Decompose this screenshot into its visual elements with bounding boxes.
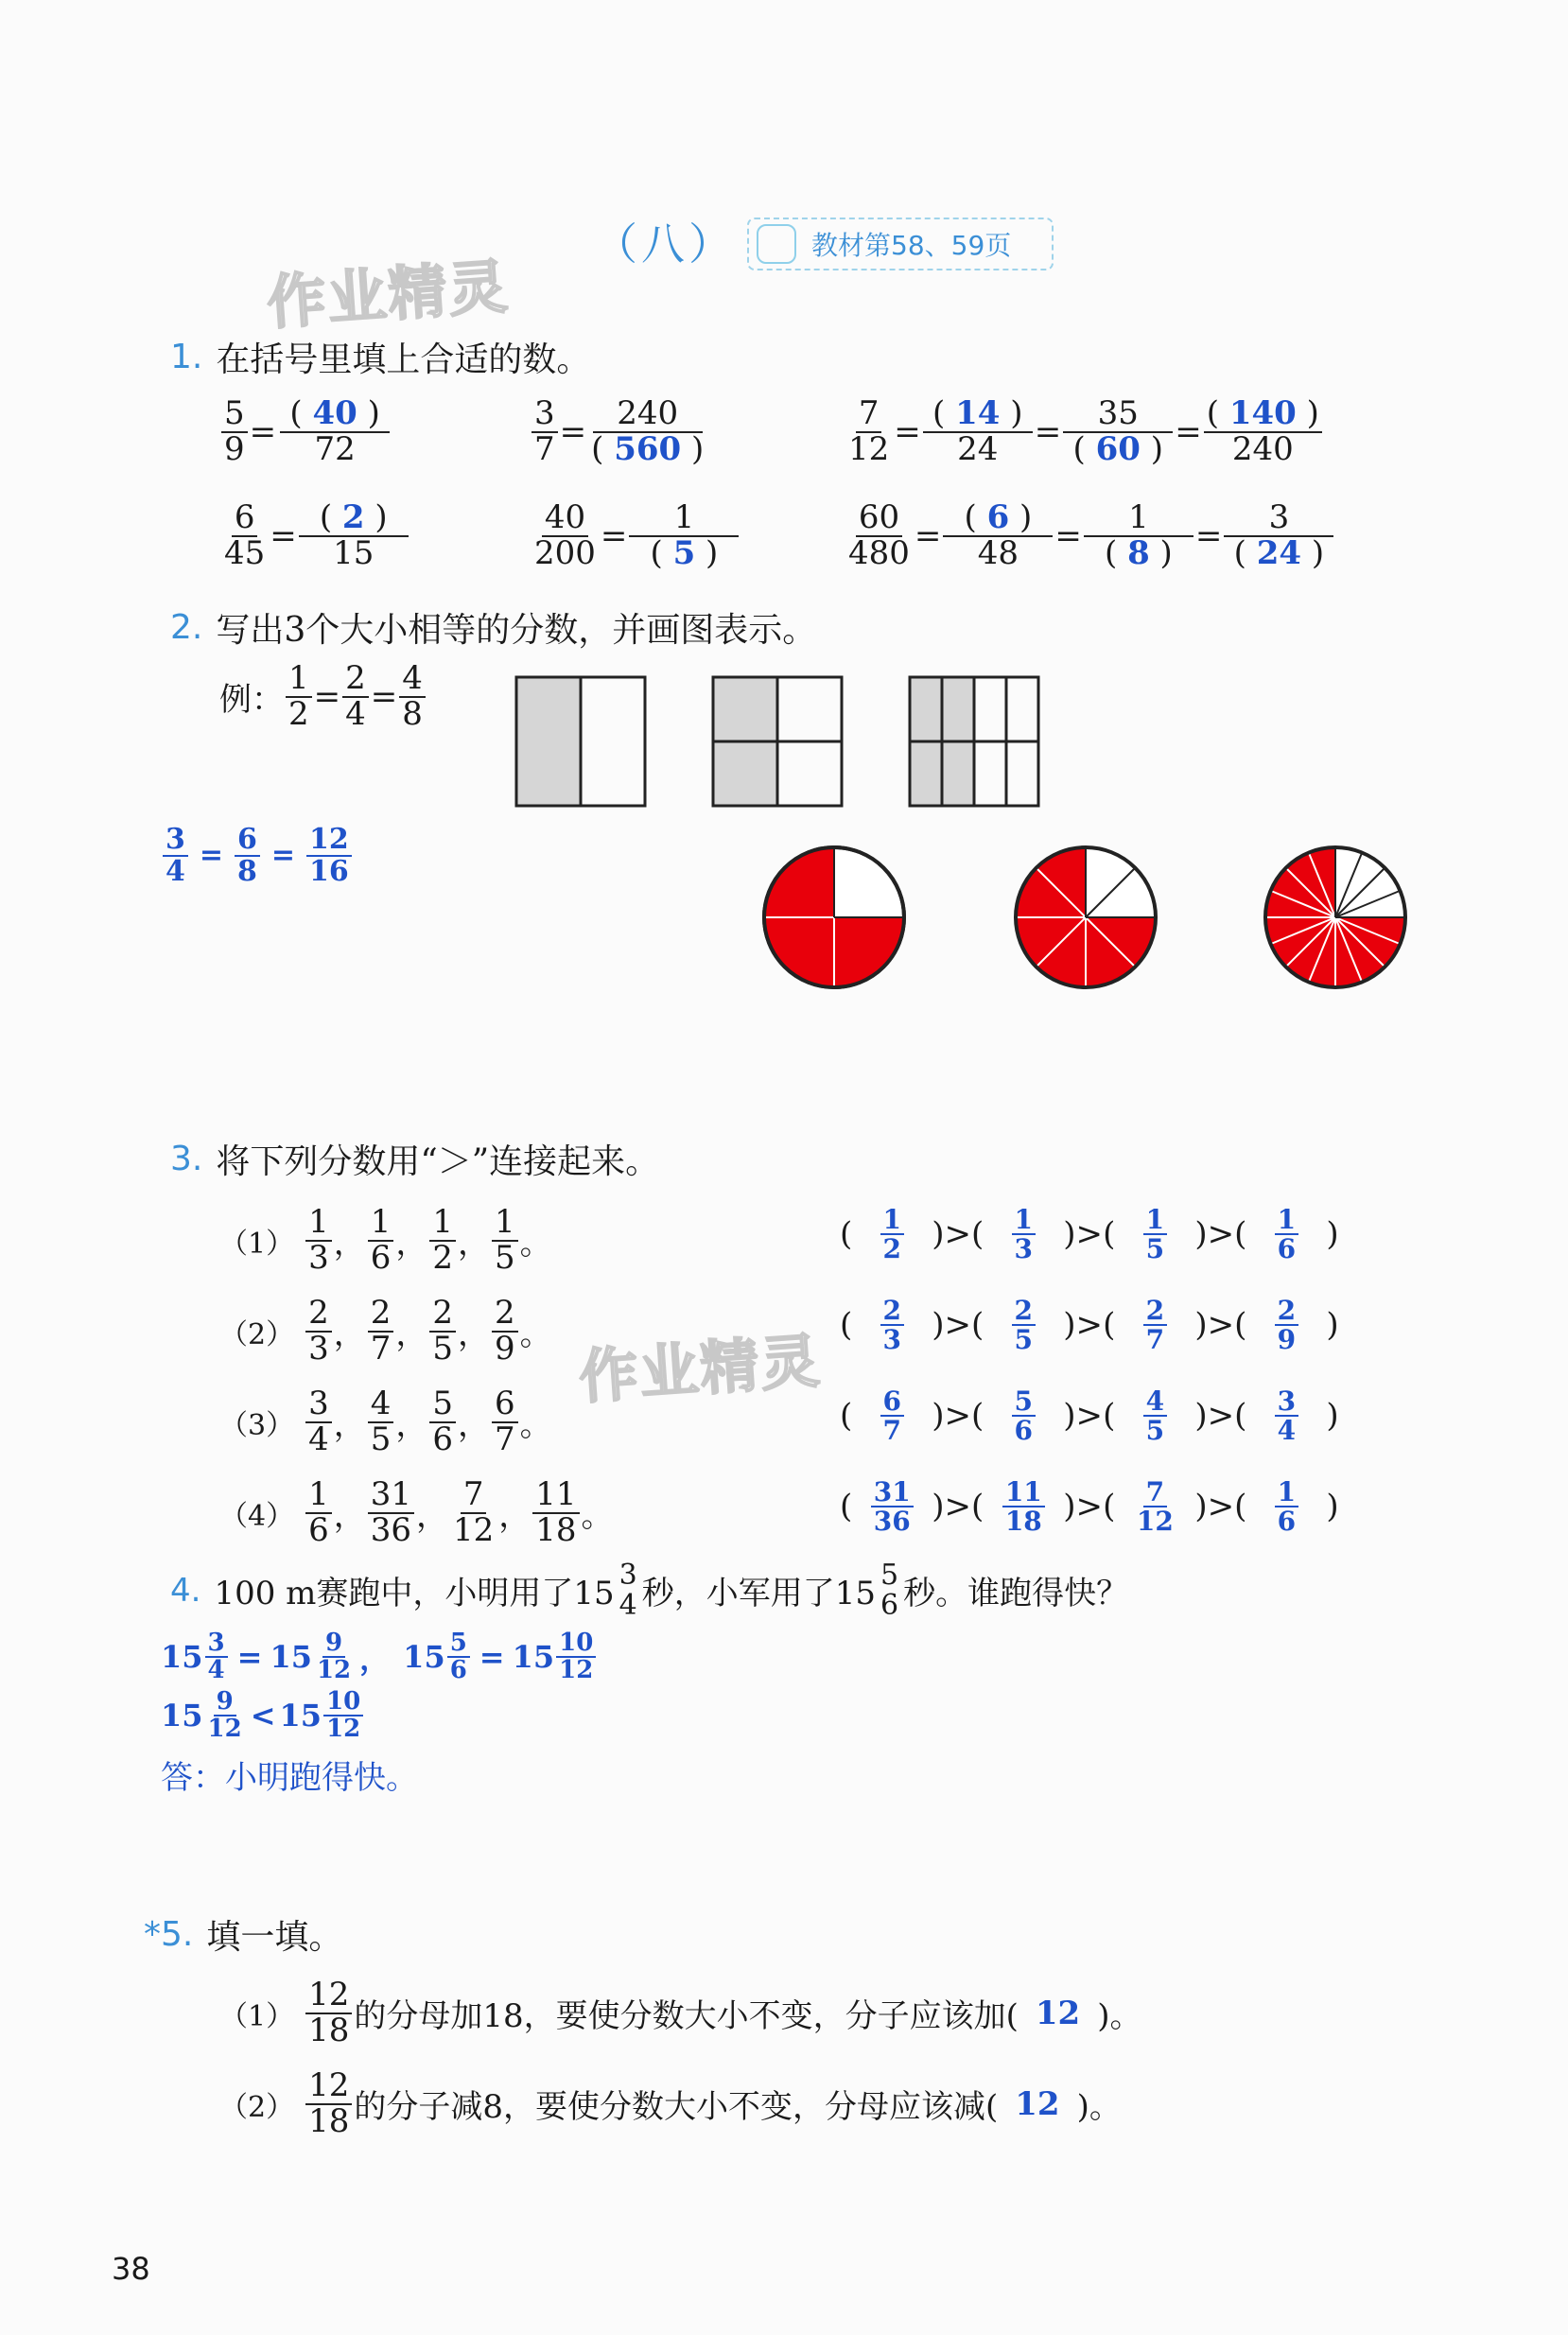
fraction-numerator: 6	[492, 1387, 518, 1423]
paren-open: (	[1234, 1215, 1247, 1254]
pie-three-quarters	[764, 847, 904, 987]
fraction-denominator: 12	[1136, 1506, 1174, 1538]
fraction	[985, 1206, 1061, 1263]
fraction-numerator: 1	[305, 1206, 332, 1242]
item-text: 的分母加18，要使分数大小不变，分子应该加(	[354, 1997, 1019, 2036]
fraction	[305, 1978, 352, 2047]
fraction-numerator: 2	[429, 1297, 456, 1333]
fraction-denominator: 4	[207, 1656, 225, 1685]
fraction-numerator: 11	[532, 1478, 579, 1514]
fraction-denominator: 4	[345, 694, 366, 733]
fraction-denominator: 6	[880, 1588, 899, 1622]
punctuation: ，	[333, 1406, 366, 1445]
paren-close: )>	[932, 1215, 972, 1254]
item-end: )。	[1097, 1997, 1142, 2036]
fraction-denominator: 12	[559, 1656, 594, 1685]
fraction-numerator: 12	[305, 2069, 352, 2105]
q1-r1-a: $\frac{5}{9}$ = $\frac{( 40 )}{72}$	[219, 397, 393, 466]
punctuation: 。	[519, 1316, 552, 1354]
punctuation: 。	[519, 1225, 552, 1263]
answer: 6	[986, 498, 1010, 536]
fraction	[854, 1387, 930, 1445]
book-icon	[757, 224, 796, 264]
item-label: （2）	[219, 2090, 295, 2124]
punctuation: ，	[333, 1316, 366, 1354]
q1-text: 在括号里填上合适的数。	[216, 340, 591, 379]
q2-number: 2.	[170, 608, 203, 647]
q3-answer-3	[840, 1387, 1339, 1445]
q5-number: *5.	[144, 1915, 194, 1954]
fraction-denominator: 12	[207, 1715, 242, 1744]
q3-text: 将下列分数用“＞”连接起来。	[216, 1142, 660, 1181]
fraction-numerator: 1	[429, 1206, 456, 1242]
q4-answer-line2: 15 $\frac{9}{12}$ < 15 $\frac{10}{12}$	[161, 1689, 365, 1743]
rect-two-quarters	[713, 677, 842, 806]
fraction-numerator: 40	[542, 501, 588, 537]
paren-open: (	[840, 1488, 853, 1526]
fraction-numerator: 1	[1275, 1206, 1298, 1235]
q5-heading	[144, 1910, 342, 1959]
fraction-numerator: 2	[368, 1297, 394, 1333]
fraction	[305, 1294, 332, 1368]
punctuation: ，	[395, 1225, 428, 1263]
pie-six-eighths	[1016, 847, 1156, 987]
fraction	[492, 1294, 518, 1368]
fraction-numerator: 3	[531, 397, 558, 433]
fraction-denominator: 16	[309, 854, 349, 888]
fraction-denominator: 6	[449, 1656, 467, 1685]
q4-number: 4.	[170, 1571, 201, 1610]
q3-number: 3.	[170, 1140, 203, 1178]
fraction	[532, 1475, 579, 1549]
punctuation: ，	[395, 1406, 428, 1445]
fraction-denominator: 45	[224, 533, 266, 572]
fraction-numerator: 2	[1143, 1297, 1167, 1326]
fraction-denominator: 200	[534, 533, 596, 572]
answer: 5	[672, 533, 696, 572]
fraction-numerator: 4	[399, 662, 426, 698]
fraction-numerator: 11	[1002, 1478, 1045, 1507]
whole: 15	[161, 1639, 203, 1676]
fraction-denominator: 6	[308, 1510, 329, 1549]
fraction-denominator: 24	[957, 429, 999, 468]
fraction-numerator: 2	[880, 1297, 904, 1326]
punctuation: ，	[498, 1497, 531, 1536]
fraction-numerator: 12	[305, 1978, 352, 2014]
fraction-denominator: 5	[370, 1420, 392, 1458]
paren-open: (	[1103, 1488, 1116, 1526]
answer: 2	[341, 498, 365, 536]
paren-close: )	[1326, 1488, 1339, 1526]
fraction-numerator: 5	[880, 1559, 899, 1592]
fraction	[305, 2066, 352, 2140]
q1-r2-b: $\frac{40}{200}$ = $\frac{1}{( 5 )}$	[530, 501, 740, 570]
fraction-denominator: 36	[370, 1510, 411, 1549]
fraction	[368, 1294, 394, 1368]
fraction-numerator: 4	[368, 1387, 394, 1423]
fraction-numerator: 1	[1143, 1206, 1167, 1235]
fraction-denominator: 2	[288, 694, 309, 733]
fraction-numerator: 9	[322, 1630, 345, 1658]
fraction-numerator: 5	[429, 1387, 456, 1423]
whole: 15	[161, 1698, 203, 1734]
fraction	[492, 1203, 518, 1277]
q3-item-3	[219, 1387, 552, 1456]
fraction-denominator: 8	[402, 694, 423, 733]
pie-twelve-sixteenths	[1265, 847, 1405, 987]
fraction-numerator: 3	[305, 1387, 332, 1423]
fraction-numerator: 2	[305, 1297, 332, 1333]
q3-item-4	[219, 1475, 614, 1549]
fraction-denominator: 4	[618, 1588, 637, 1622]
badge-text: 教材第58、59页	[811, 230, 1012, 261]
q4-text-b: 秒，小军用了15	[641, 1575, 877, 1612]
fraction-denominator: 2	[882, 1233, 901, 1265]
watermark: 作业精灵	[265, 252, 512, 338]
fraction-denominator: 5	[495, 1238, 515, 1277]
paren-open: (	[1234, 1306, 1247, 1345]
answer: 24	[1256, 533, 1302, 572]
fraction-denominator: 5	[1145, 1415, 1165, 1447]
q1-r1-b: $\frac{3}{7}$ = $\frac{240}{( 560 )}$	[530, 397, 708, 466]
fraction-denominator: 7	[534, 429, 555, 468]
whole: 15	[403, 1639, 445, 1676]
paren-open: (	[1103, 1306, 1116, 1345]
fraction-numerator: 3	[1224, 501, 1333, 537]
q1-heading	[170, 333, 590, 381]
fraction-numerator: 2	[1275, 1297, 1298, 1326]
fraction-numerator: 2	[342, 662, 369, 698]
item-end: )。	[1076, 2088, 1122, 2127]
q4-answer-line1: 15 $\frac{3}{4}$ = 15 $\frac{9}{12}$ ， 15 $\frac{5}{6}$ = 15 $\frac{10}{12}$	[161, 1630, 598, 1684]
fraction-numerator: 240	[593, 397, 703, 433]
fraction-numerator: 1	[286, 662, 312, 698]
fraction-numerator: 35	[1063, 397, 1173, 433]
fraction	[1117, 1206, 1193, 1263]
paren-close: )>	[1194, 1306, 1235, 1345]
punctuation: 。	[581, 1497, 614, 1536]
fraction-denominator: 3	[1014, 1233, 1034, 1265]
fraction-denominator: 18	[535, 1510, 577, 1549]
answer: 12	[1035, 1994, 1081, 2032]
fraction-numerator: 1	[368, 1206, 394, 1242]
fraction-denominator: 12	[453, 1510, 495, 1549]
punctuation: ，	[458, 1406, 491, 1445]
fraction-numerator: 6	[235, 825, 260, 857]
fraction-numerator: 10	[556, 1630, 596, 1658]
q2-heading	[170, 603, 816, 652]
fraction	[492, 1387, 518, 1456]
answer: 12	[1015, 2084, 1060, 2123]
q4-final-answer: 答：小明跑得快。	[161, 1759, 418, 1797]
fraction-denominator: 18	[308, 2011, 350, 2049]
fraction	[429, 1203, 456, 1277]
paren-open: (	[971, 1488, 984, 1526]
fraction	[1248, 1478, 1324, 1536]
fraction-denominator: 8	[237, 854, 257, 888]
q2-answer: $\frac{3}{4}$ = $\frac{6}{8}$ = $\frac{12}{16}$	[161, 825, 354, 886]
fraction-denominator: 6	[370, 1238, 392, 1277]
whole: 15	[270, 1639, 312, 1676]
q3-heading	[170, 1135, 659, 1183]
fraction	[854, 1297, 930, 1354]
paren-close: )	[1326, 1397, 1339, 1436]
fraction	[854, 1206, 930, 1263]
section-title: （八）	[594, 218, 736, 270]
fraction-numerator: 10	[323, 1689, 363, 1716]
fraction-denominator: 7	[1145, 1324, 1165, 1356]
paren-close: )>	[1194, 1397, 1235, 1436]
q3-item-1	[219, 1203, 552, 1277]
item-label: （1）	[219, 1999, 295, 2033]
fraction-denominator: 72	[314, 429, 356, 468]
fraction-numerator: 5	[221, 397, 248, 433]
item-text: 的分子减8，要使分数大小不变，分母应该减(	[354, 2088, 999, 2127]
paren-close: )>	[1063, 1488, 1104, 1526]
fraction-numerator: 31	[368, 1478, 414, 1514]
paren-close: )>	[932, 1306, 972, 1345]
whole: 15	[279, 1698, 322, 1734]
watermark-2: 作业精灵	[577, 1326, 824, 1412]
q5-item-1	[219, 1978, 1141, 2047]
fraction-numerator: 1	[1275, 1478, 1298, 1507]
paren-open: (	[971, 1215, 984, 1254]
fraction-denominator: 3	[308, 1238, 329, 1277]
fraction-denominator: 7	[495, 1420, 515, 1458]
punctuation: ，	[458, 1225, 491, 1263]
fraction-denominator: 48	[977, 533, 1019, 572]
fraction-denominator: 36	[873, 1506, 911, 1538]
fraction-numerator: 1	[492, 1206, 518, 1242]
q3-answer-2	[840, 1297, 1339, 1354]
fraction	[985, 1478, 1061, 1536]
fraction-numerator: 7	[1143, 1478, 1167, 1507]
fraction-denominator: 4	[308, 1420, 329, 1458]
fraction-denominator: 5	[1014, 1324, 1034, 1356]
paren-close: )>	[932, 1488, 972, 1526]
fraction	[1117, 1387, 1193, 1445]
fraction-denominator: 6	[432, 1420, 454, 1458]
example-rectangles	[511, 671, 1040, 813]
fraction	[429, 1294, 456, 1368]
fraction-numerator: 3	[163, 825, 188, 857]
punctuation: ，	[416, 1497, 448, 1536]
q1-number: 1.	[170, 338, 203, 376]
fraction-denominator: 6	[1277, 1506, 1297, 1538]
q1-r2-a: $\frac{6}{45}$ = $\frac{( 2 )}{15}$	[219, 501, 410, 570]
fraction-denominator: 5	[1145, 1233, 1165, 1265]
fraction-denominator: 12	[848, 429, 890, 468]
fraction	[1248, 1206, 1324, 1263]
q4-question	[170, 1560, 1128, 1620]
item-label: （3）	[219, 1408, 295, 1442]
answer: 14	[955, 394, 1001, 432]
fraction-denominator: 12	[326, 1715, 361, 1744]
q1-r2-c: $\frac{60}{480}$ = $\frac{( 6 )}{48}$ = $\frac{1}{( 8 )}$ = $\frac{3}{( 24 )}$	[844, 501, 1335, 570]
answer: 560	[614, 429, 682, 468]
fraction-numerator: 3	[618, 1559, 637, 1592]
paren-open: (	[840, 1215, 853, 1254]
fraction-denominator: 18	[1004, 1506, 1042, 1538]
fraction-numerator: 2	[1012, 1297, 1036, 1326]
textbook-page-badge	[747, 218, 1054, 270]
fraction	[854, 1478, 930, 1536]
fraction	[1117, 1478, 1193, 1536]
fraction-numerator: 2	[492, 1297, 518, 1333]
fraction	[429, 1387, 456, 1456]
q5-item-2	[219, 2066, 1122, 2140]
fraction-numerator: 5	[447, 1630, 470, 1658]
fraction-denominator: 9	[495, 1329, 515, 1368]
fraction-denominator: 3	[308, 1329, 329, 1368]
punctuation: ，	[333, 1497, 366, 1536]
fraction-numerator: 3	[1275, 1387, 1298, 1417]
fraction-denominator: 6	[1014, 1415, 1034, 1447]
paren-open: (	[1234, 1488, 1247, 1526]
fraction-numerator: 1	[880, 1206, 904, 1235]
paren-open: (	[1103, 1397, 1116, 1436]
fraction-denominator: 7	[370, 1329, 392, 1368]
rect-four-eighths	[910, 677, 1038, 806]
punctuation: 。	[519, 1406, 552, 1445]
q3-item-2	[219, 1294, 552, 1368]
item-label: （4）	[219, 1499, 295, 1533]
fraction-denominator: 9	[1277, 1324, 1297, 1356]
q3-answer-1	[840, 1206, 1339, 1263]
paren-close: )>	[1063, 1215, 1104, 1254]
fraction	[368, 1475, 414, 1549]
fraction-numerator: 31	[871, 1478, 914, 1507]
fraction	[368, 1387, 394, 1456]
paren-open: (	[840, 1306, 853, 1345]
paren-open: (	[840, 1397, 853, 1436]
paren-close: )>	[1194, 1215, 1235, 1254]
item-label: （2）	[219, 1317, 295, 1351]
paren-close: )	[1326, 1306, 1339, 1345]
answer: 40	[312, 394, 357, 432]
fraction	[305, 1475, 332, 1549]
paren-open: (	[1103, 1215, 1116, 1254]
q1-r1-c: $\frac{7}{12}$ = $\frac{( 14 )}{24}$ = $\frac{35}{( 60 )}$ = $\frac{( 140 )}{240}$	[844, 397, 1324, 466]
fraction-denominator: 18	[308, 2101, 350, 2140]
paren-open: (	[1234, 1397, 1247, 1436]
fraction	[450, 1475, 497, 1549]
fraction-denominator: 9	[224, 429, 245, 468]
fraction-numerator: 3	[205, 1630, 228, 1658]
fraction	[1117, 1297, 1193, 1354]
fraction	[985, 1387, 1061, 1445]
paren-close: )>	[1063, 1397, 1104, 1436]
fraction-numerator: 6	[880, 1387, 904, 1417]
fraction-numerator: 6	[232, 501, 258, 537]
paren-close: )>	[1063, 1306, 1104, 1345]
answer-pies	[747, 832, 1466, 1002]
fraction-denominator: 2	[432, 1238, 454, 1277]
rect-one-half	[516, 677, 645, 806]
fraction	[368, 1203, 394, 1277]
punctuation: ，	[333, 1225, 366, 1263]
q4-text-a: 100 m赛跑中，小明用了15	[214, 1575, 615, 1612]
q5-text: 填一填。	[206, 1918, 343, 1957]
answer: 8	[1127, 533, 1150, 572]
page-number: 38	[112, 2251, 150, 2287]
punctuation: ，	[395, 1316, 428, 1354]
fraction-denominator: 4	[1277, 1415, 1297, 1447]
fraction-denominator: 12	[316, 1656, 352, 1685]
fraction	[1248, 1387, 1324, 1445]
paren-open: (	[971, 1397, 984, 1436]
item-label: （1）	[219, 1227, 295, 1261]
q3-answer-4	[840, 1478, 1339, 1536]
fraction	[305, 1203, 332, 1277]
fraction-numerator: 7	[461, 1478, 487, 1514]
fraction-numerator: 1	[1084, 501, 1193, 537]
whole: 15	[512, 1639, 555, 1676]
fraction	[985, 1297, 1061, 1354]
q4-text-c: 秒。谁跑得快？	[903, 1575, 1129, 1612]
fraction-denominator: 3	[882, 1324, 901, 1356]
fraction-numerator: 9	[214, 1689, 236, 1716]
q2-text: 写出3个大小相等的分数，并画图表示。	[216, 611, 817, 650]
paren-close: )	[1326, 1215, 1339, 1254]
fraction-numerator: 60	[856, 501, 902, 537]
fraction-denominator: 4	[166, 854, 185, 888]
fraction	[305, 1387, 332, 1456]
fraction-denominator: 240	[1231, 429, 1294, 468]
fraction-numerator: 5	[1012, 1387, 1036, 1417]
q2-example: 例： $\frac{1}{2}$ = $\frac{2}{4}$ = $\frac{4}{8}$	[219, 662, 427, 731]
fraction-denominator: 5	[432, 1329, 454, 1368]
punctuation: ，	[458, 1316, 491, 1354]
fraction-numerator: 4	[1143, 1387, 1167, 1417]
paren-open: (	[971, 1306, 984, 1345]
fraction-denominator: 15	[333, 533, 375, 572]
answer: 140	[1228, 394, 1297, 432]
answer: 60	[1095, 429, 1141, 468]
fraction-denominator: 480	[848, 533, 910, 572]
paren-close: )>	[1194, 1488, 1235, 1526]
example-label: 例：	[219, 681, 284, 720]
paren-close: )>	[932, 1397, 972, 1436]
fraction-denominator: 7	[882, 1415, 901, 1447]
fraction-numerator: 12	[306, 825, 352, 857]
fraction	[1248, 1297, 1324, 1354]
fraction-numerator: 1	[629, 501, 739, 537]
fraction-numerator: 1	[1012, 1206, 1036, 1235]
fraction-numerator: 1	[305, 1478, 332, 1514]
fraction-numerator: 7	[856, 397, 882, 433]
fraction-denominator: 6	[1277, 1233, 1297, 1265]
